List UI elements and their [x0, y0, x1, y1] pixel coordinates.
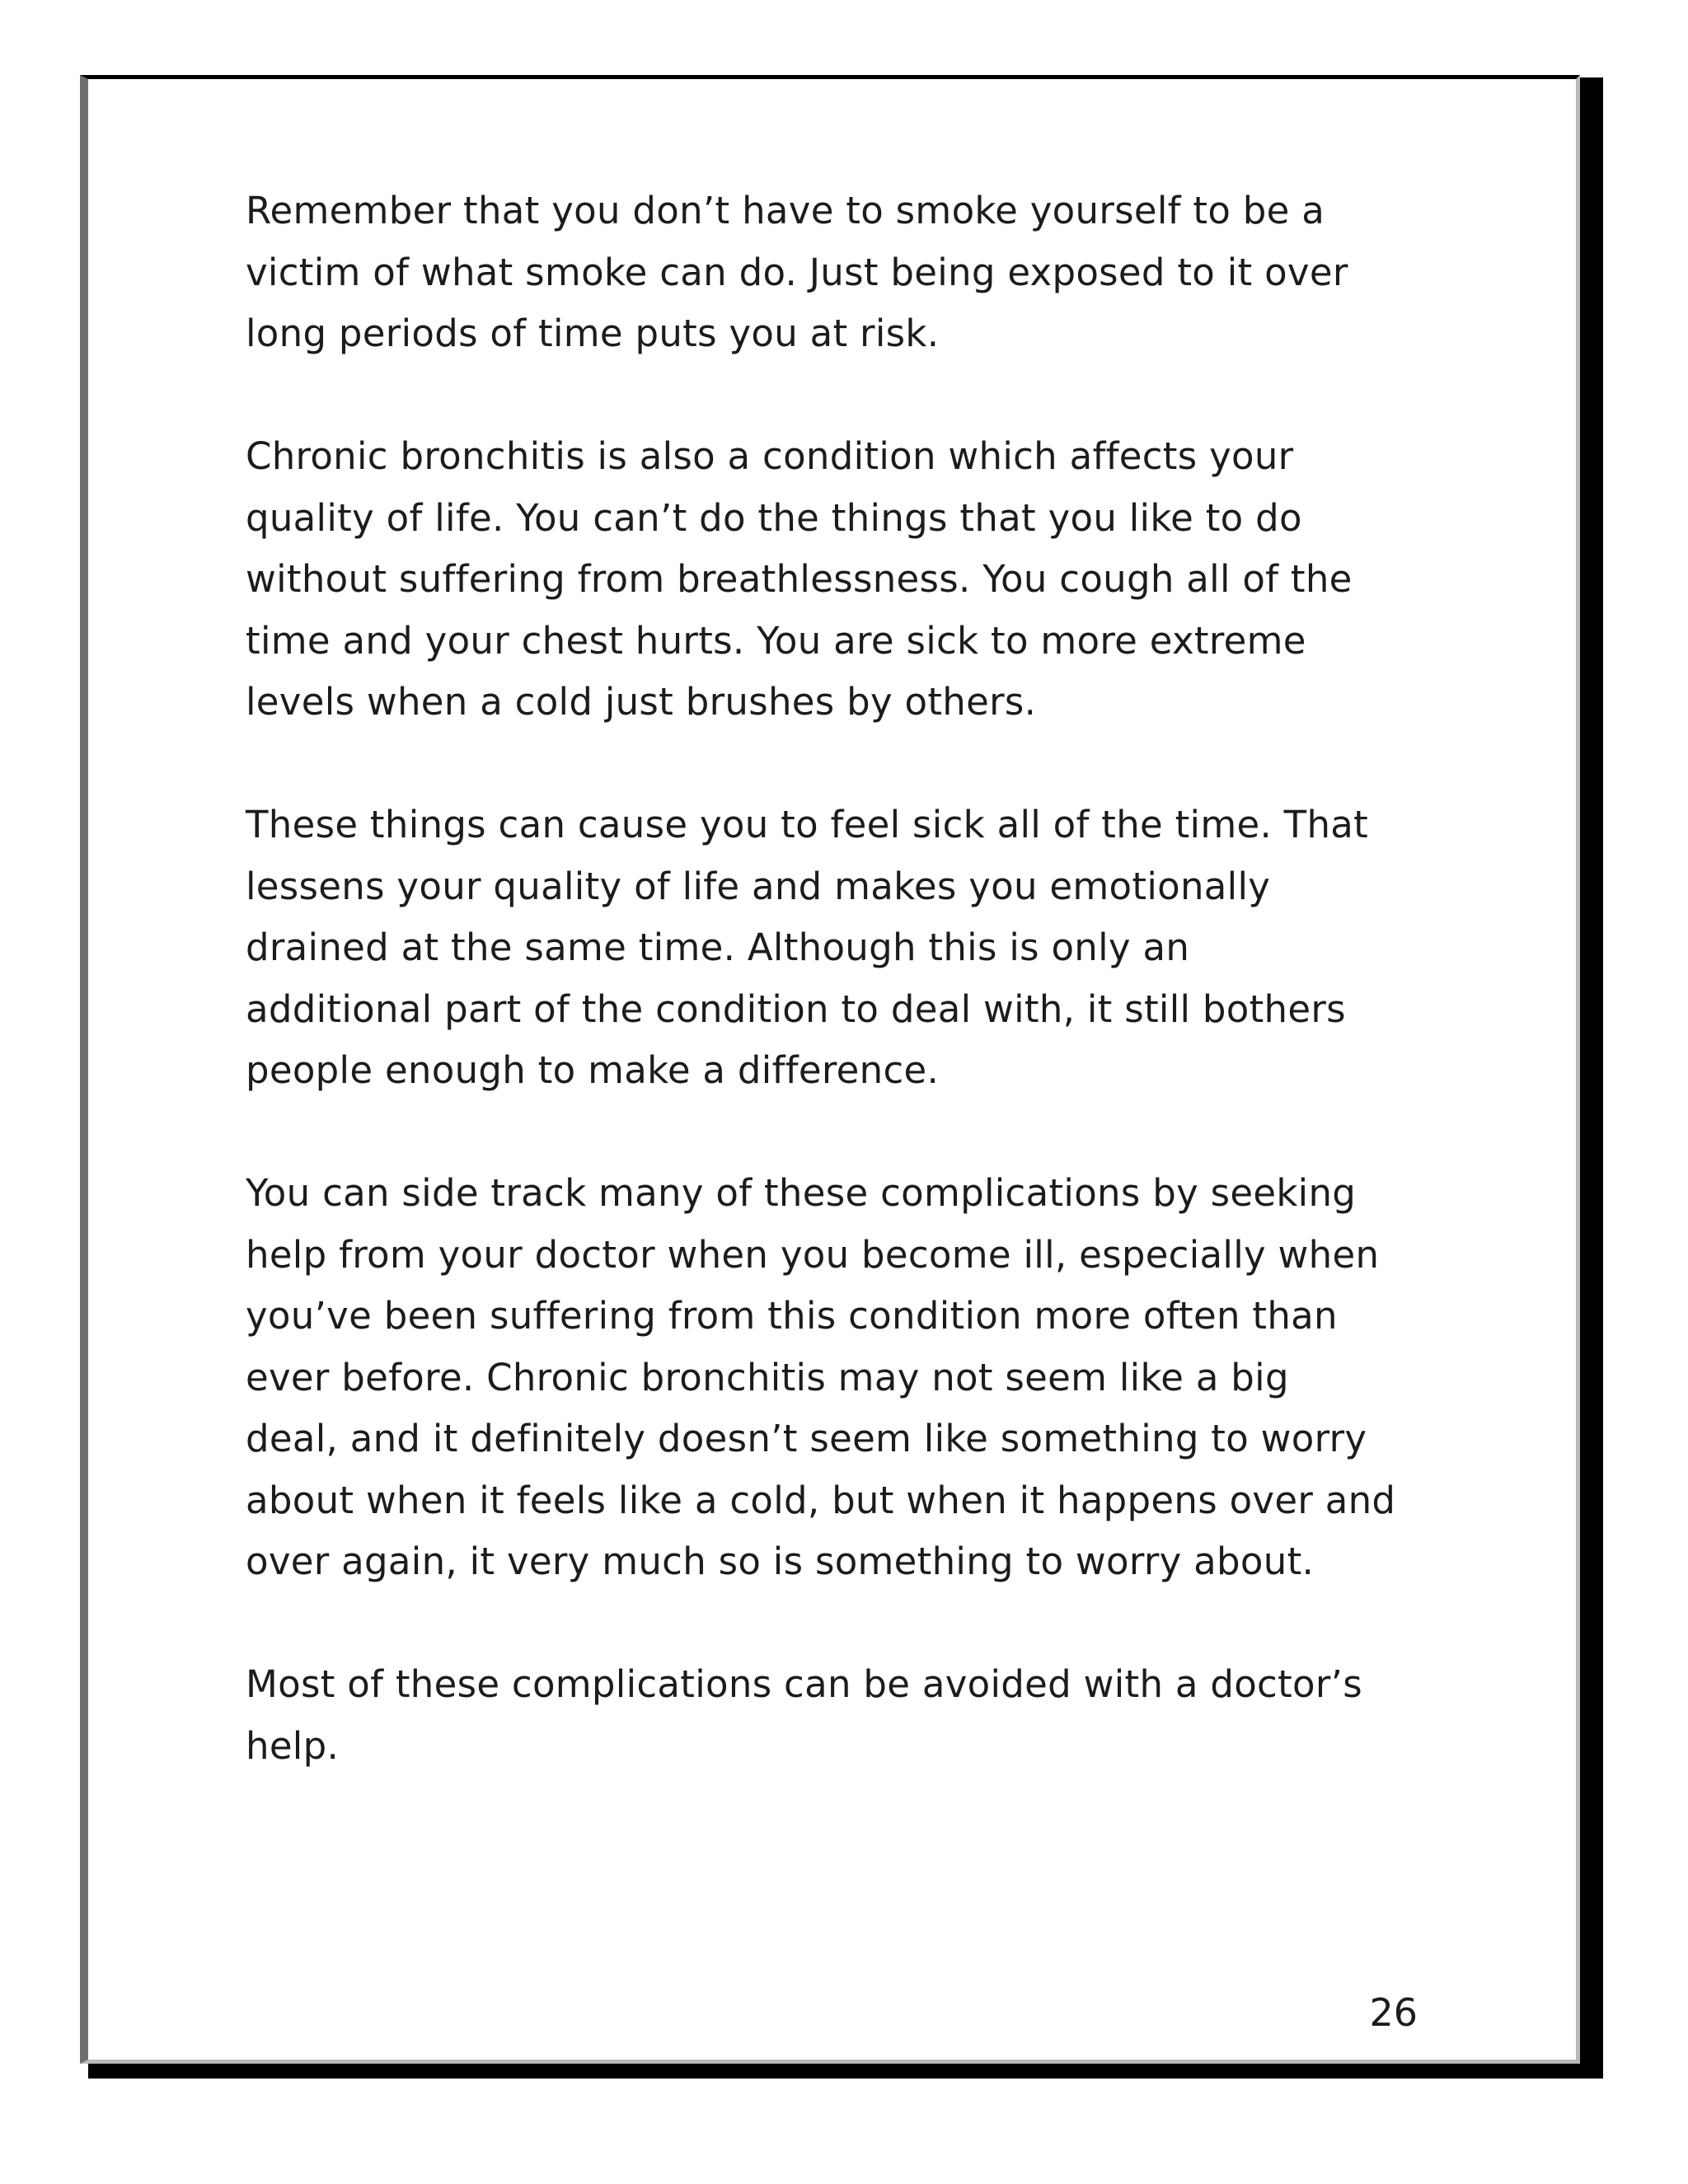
page-number: 26 — [1369, 1990, 1418, 2035]
paragraph-seek-doctor: You can side track many of these complications by seeking help from your doctor when you become ill, especially when you’ve been suffering from this condition more often than ever before. Chronic bronchitis may not seem like a big deal, and it definitely doesn’t seem like something to worry about when it feels like a cold, but when it happens over and over again, it very much so is something to worry about. — [246, 1171, 1396, 1583]
page-body — [246, 180, 1449, 1839]
paragraph-quality-of-life: Chronic bronchitis is also a condition which affects your quality of life. You can’t do the things that you like to do without suffering from breathlessness. You cough all of the time and your chest hurts. You are sick to more extreme levels when a cold just brushes by others. — [246, 434, 1353, 724]
page-shadow-bottom — [88, 2064, 1603, 2079]
paragraph-avoid-complications: Most of these complications can be avoided with a doctor’s help. — [246, 1662, 1363, 1768]
page-shadow-right — [1580, 77, 1603, 2079]
paragraph-feeling-sick: These things can cause you to feel sick all of the time. That lessens your quality of life and makes you emotionally drained at the same time. Although this is only an additional part of the condition to deal with, it still bothers people enough to make a difference. — [246, 803, 1369, 1092]
paragraph-smoke-exposure: Remember that you don’t have to smoke yourself to be a victim of what smoke can do. Just being exposed to it over long periods of time puts you at risk. — [246, 189, 1348, 355]
